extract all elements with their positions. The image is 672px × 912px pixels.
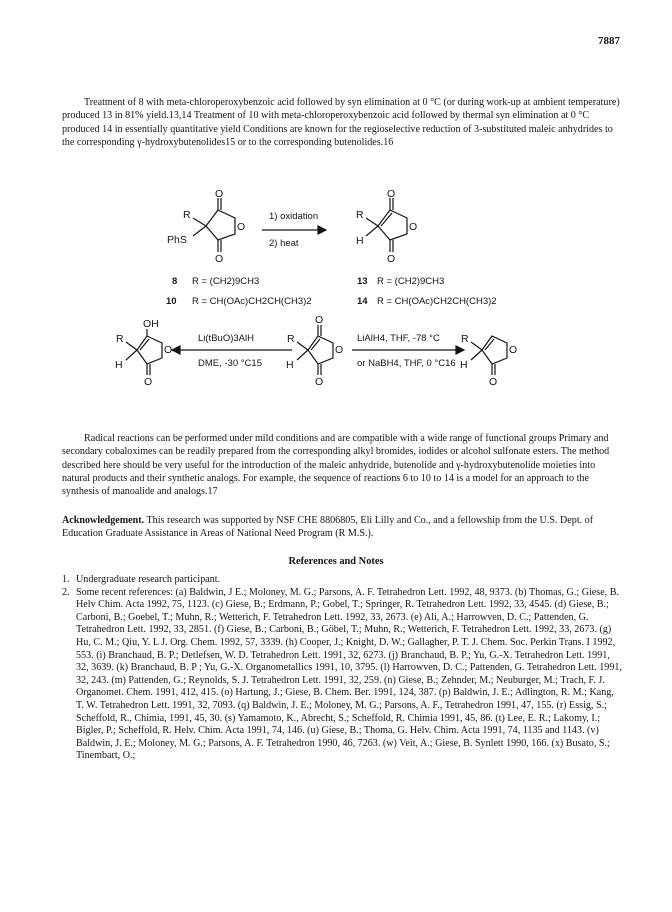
acknowledgement-text: This research was supported by NSF CHE 8806805, Eli Lilly and Co., and a fellowship from the U.S. Dept. of Education Graduate Assistance in Areas of National Need Program (R M.S.). bbox=[62, 515, 594, 540]
compound-10-definition: R = CH(OAc)CH2CH(CH3)2 bbox=[192, 296, 312, 307]
reagent-left-top: Li(tBuO)3AlH bbox=[198, 333, 254, 344]
step-heat: 2) heat bbox=[269, 238, 299, 249]
compound-8-definition: R = (CH2)9CH3 bbox=[192, 276, 260, 287]
paragraph-2 bbox=[62, 432, 620, 498]
references-list bbox=[62, 574, 622, 763]
atom-r: R bbox=[116, 333, 124, 345]
ring-8-10 bbox=[206, 210, 235, 240]
scheme-bonds bbox=[126, 198, 507, 375]
atom-o: O bbox=[409, 221, 418, 233]
atom-o: O bbox=[315, 314, 324, 326]
compound-14-definition: R = CH(OAc)CH2CH(CH3)2 bbox=[377, 296, 497, 307]
atom-o: O bbox=[164, 344, 173, 356]
atom-o: O bbox=[215, 253, 224, 265]
atom-o: O bbox=[144, 376, 153, 388]
paragraph-1-text: Treatment of 8 with meta-chloroperoxybenzoic acid followed by syn elimination at 0 °C (or during work-up at ambient temperature) produced 13 in 81% yield.13,14 Treatment of 10 with meta-chloroperoxybenzoic acid followed by thermal syn elimination at 0 °C produced 14 in essentially quantitative yield Conditions are known for the regioselective reduction of 3-substituted maleic anhydrides to the corresponding γ-hydroxybutenolides15 or to the corresponding butenolides.16 bbox=[62, 97, 620, 148]
acknowledgement-heading: Acknowledgement. bbox=[62, 515, 145, 526]
step-oxidation: 1) oxidation bbox=[269, 211, 319, 222]
atom-h: H bbox=[115, 359, 123, 371]
atom-o: O bbox=[237, 221, 246, 233]
references-heading: References and Notes bbox=[288, 556, 384, 567]
atom-r: R bbox=[183, 209, 191, 221]
compound-8-number: 8 bbox=[172, 276, 178, 287]
compound-14-number: 14 bbox=[357, 296, 368, 307]
atom-r: R bbox=[287, 333, 295, 345]
compound-13-number: 13 bbox=[357, 276, 368, 287]
reference-item bbox=[62, 587, 622, 763]
reference-number: 1. bbox=[62, 574, 70, 585]
page-number: 7887 bbox=[598, 35, 620, 47]
atom-o: O bbox=[315, 376, 324, 388]
atom-h: H bbox=[460, 359, 468, 371]
reagent-left-bottom: DME, -30 °C15 bbox=[198, 358, 262, 369]
atom-o: O bbox=[335, 344, 344, 356]
atom-r: R bbox=[461, 333, 469, 345]
atom-o: O bbox=[509, 344, 518, 356]
atom-h: H bbox=[286, 359, 294, 371]
paragraph-2-text: Radical reactions can be performed under mild conditions and are compatible with a wide range of functional groups Primary and secondary cobaloximes can be readily prepared from the corresponding alkyl bromides, iodides or alcohol sulfonate esters. The method described here should be very useful for the introduction of the maleic anhydride, butenolide and γ-hydroxybutenolide moieties into natural products and their synthetic analogs. For example, the sequence of reactions 6 to 10 to 14 is a model for an approach to the synthesis of manoalide and analogs.17 bbox=[62, 433, 610, 498]
paragraph-1 bbox=[62, 96, 620, 149]
compound-10-number: 10 bbox=[166, 296, 177, 307]
reference-item bbox=[62, 574, 622, 587]
reaction-scheme bbox=[0, 188, 672, 410]
reference-text: Some recent references: (a) Baldwin, J E.; Moloney, M. G.; Parsons, A. F. Tetrahedron Lett. 1992, 48, 9373. (b) Thomas, G.; Giese, B. Helv Chim. Acta 1992, 75, 1123. (c) Giese, B.; Erdmann, P.; Gobel, T.; Springer, R. Tetrahedron Lett. 1992, 33, 4545. (d) Giese, B.; Carboni, B.; Goebel, T.; Muhn, R.; Wetterich, F. Tetrahedron Lett. 1992, 33, 2673. (e) Ali, A.; Harrowven, D. C.; Pattenden, G. Tetrahedron Lett. 1992, 33, 2851. (f) Giese, B.; Carboni, B.; Göbel, T.; Muhn, R.; Wetterich, F. Tetrahedron Lett. 1992, 33, 2673. (g) Hu, C. M.; Qiu, Y. L J. Org. Chem. 1992, 57, 3339. (h) Cooper, J.; Knight, D. W.; Gallagher, P. T. J. Chem. Soc. Perkin Trans. I 1992, 553. (i) Branchaud, B. P.; Detlefsen, W. D. Tetrahedron Lett. 1991, 32, 6273. (j) Branchaud, B. P.; Yu, G.-X. Tetrahedron Lett. 1991, 32, 3639. (k) Branchaud, B. P ; Yu, G.-X. Organometallics 1991, 10, 3795. (l) Harrowven, D. C.; Pattenden, G. Tetrahedron Lett. 1991, 32, 243. (m) Pattenden, G.; Reynolds, S. J. Tetrahedron Lett. 1991, 32, 259. (n) Giese, B.; Zehnder, M.; Neuburger, M.; Trach, F. J. Organomet. Chem. 1991, 412, 415. (o) Hartung, J.; Giese, B. Chem. Ber. 1991, 124, 387. (p) Baldwin, J. E.; Adlington, R. M.; Kang, T. W. Tetrahedron Lett. 1991, 32, 7093. (q) Baldwin, J. E.; Moloney, M. G.; Parsons, A. F., Tetrahedron 1991, 47, 155. (r) Essig, S.; Scheffold, R., Chimia, 1991, 45, 30. (s) Yamamoto, K., Abrecht, S.; Scheffold, R. Chimia 1991, 45, 86. (t) Lee, E. R.; Lakomy, I.; Bigler, P.; Scheffold, R. Helv. Chim. Acta 1991, 74, 146. (u) Giese, B.; Thoma, G. Helv. Chim. Acta 1991, 74, 1135 and 1143. (v) Baldwin, J. E.; Moloney, M. G.; Parsons, A. F. Tetrahedron 1990, 46, 7263. (w) Veit, A.; Giese, B. Synlett 1990, 166. (x) Busato, S.; Tinembart, O.; bbox=[76, 586, 622, 762]
atom-o: O bbox=[387, 188, 396, 200]
reference-number: 2. bbox=[62, 586, 70, 598]
atom-h: H bbox=[356, 235, 364, 247]
acknowledgement bbox=[62, 514, 620, 541]
atom-r: R bbox=[356, 209, 364, 221]
atom-phs: PhS bbox=[167, 234, 187, 246]
atom-oh: OH bbox=[143, 318, 159, 330]
reagent-right-bottom: or NaBH4, THF, 0 °C16 bbox=[357, 358, 456, 369]
atom-o: O bbox=[215, 188, 224, 200]
reagent-right-top: LiAlH4, THF, -78 °C bbox=[357, 333, 440, 344]
reference-text: Undergraduate research participant. bbox=[76, 574, 221, 585]
atom-o: O bbox=[387, 253, 396, 265]
atom-o: O bbox=[489, 376, 498, 388]
compound-13-definition: R = (CH2)9CH3 bbox=[377, 276, 445, 287]
